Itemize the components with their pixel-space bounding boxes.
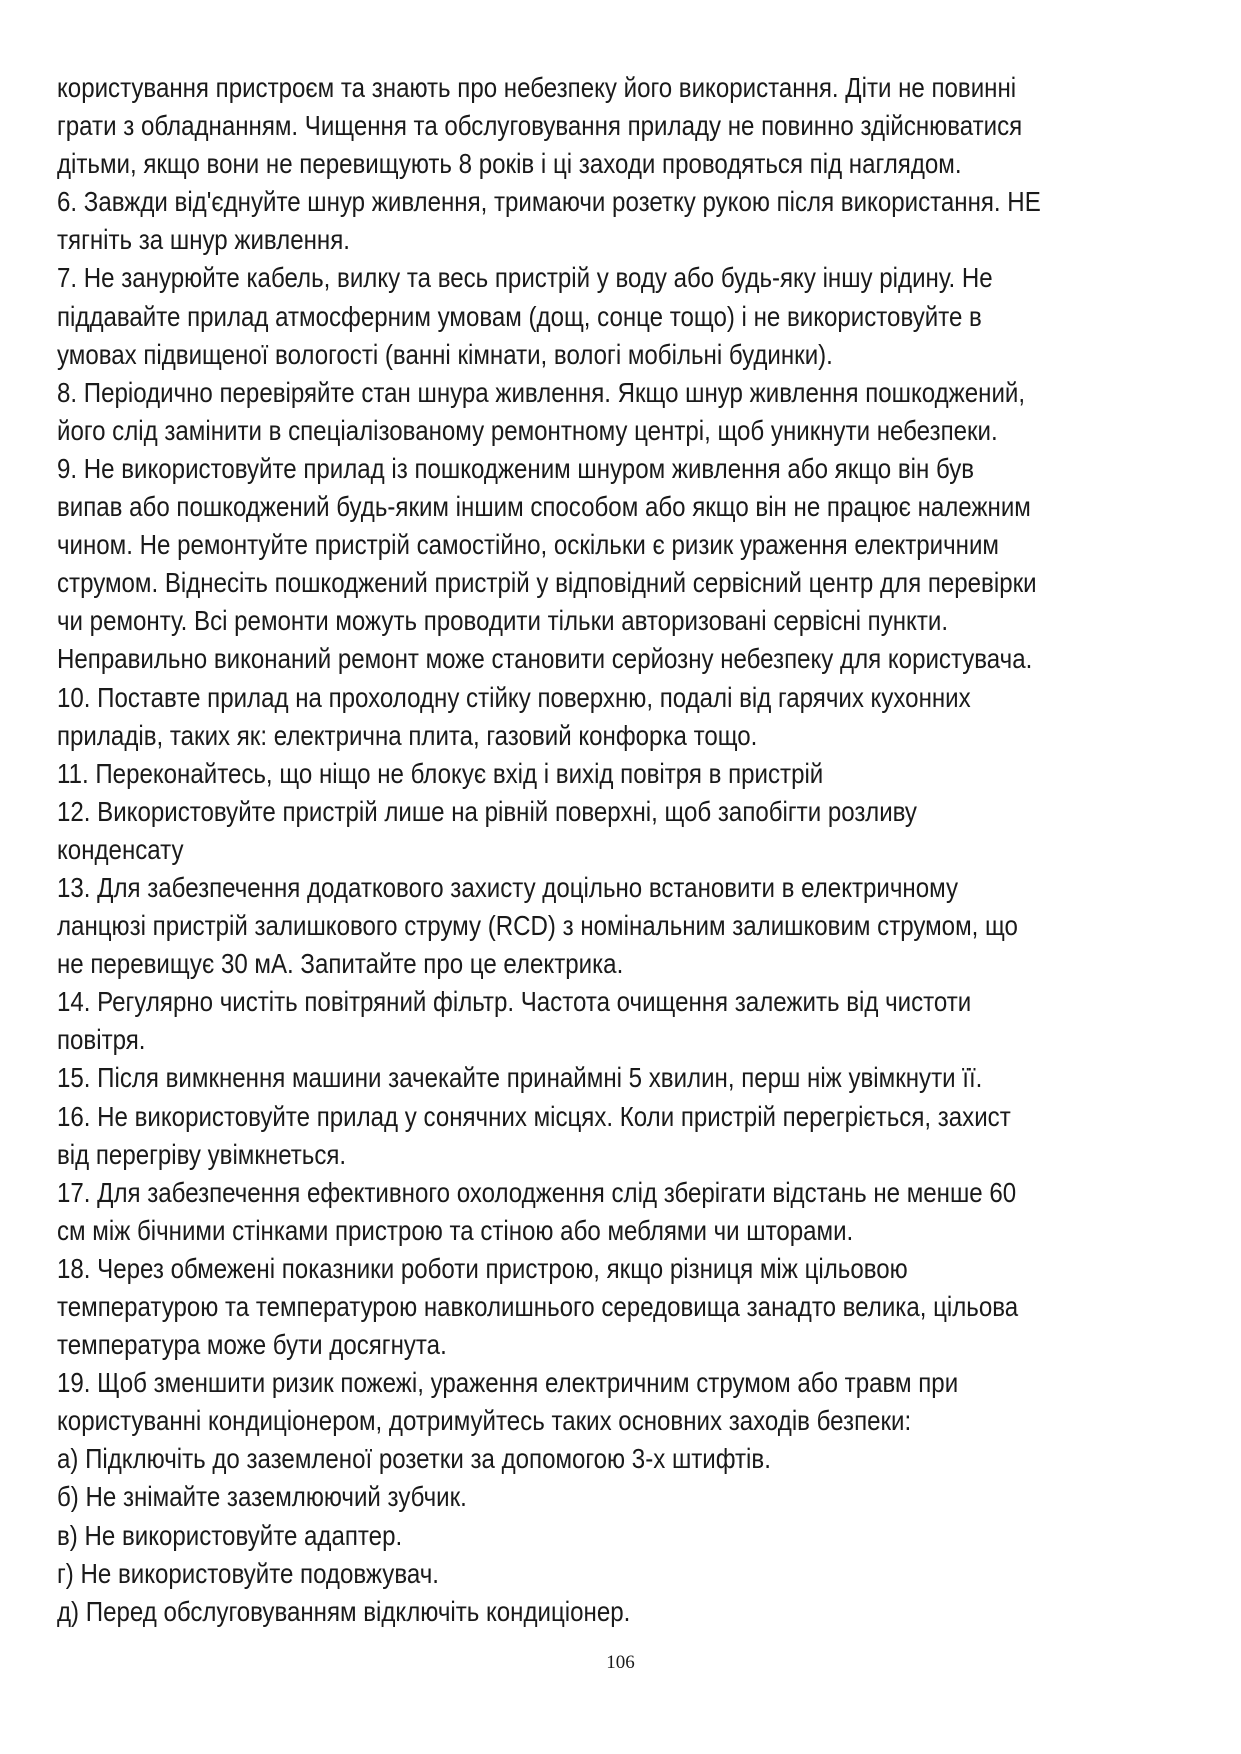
text-line: умовах підвищеної вологості (ванні кімнати, вологі мобільні будинки). <box>57 338 833 370</box>
text-line: 14. Регулярно чистіть повітряний фільтр. Частота очищення залежить від чистоти <box>57 986 972 1018</box>
text-line: тягніть за шнур живлення. <box>57 224 350 256</box>
text-line: 13. Для забезпечення додаткового захисту доцільно встановити в електричному <box>57 871 958 903</box>
text-line: не перевищує 30 мА. Запитайте про це електрика. <box>57 948 624 980</box>
text-line: випав або пошкоджений будь-яким іншим способом або якщо він не працює належним <box>57 491 1031 523</box>
page-number: 106 <box>606 1652 635 1673</box>
text-line: від перегріву увімкнеться. <box>57 1138 347 1170</box>
text-line: 6. Завжди від'єднуйте шнур живлення, тримаючи розетку рукою після використання. НЕ <box>57 186 1041 218</box>
text-line: 19. Щоб зменшити ризик пожежі, ураження електричним струмом або травм при <box>57 1367 959 1399</box>
text-line: 10. Поставте прилад на прохолодну стійку поверхню, подалі від гарячих кухонних <box>57 681 971 713</box>
text-line: грати з обладнанням. Чищення та обслуговування приладу не повинно здійснюватися <box>57 110 1023 142</box>
text-line: температурою та температурою навколишнього середовища занадто велика, цільова <box>57 1291 1019 1322</box>
text-line: піддавайте прилад атмосферним умовам (дощ, сонце тощо) і не використовуйте в <box>57 300 982 332</box>
text-line: 7. Не занурюйте кабель, вилку та весь пристрій у воду або будь-яку іншу рідину. Не <box>57 262 993 294</box>
text-line: чином. Не ремонтуйте пристрій самостійно, оскільки є ризик ураження електричним <box>57 529 999 561</box>
text-line: 15. Після вимкнення машини зачекайте принаймні 5 хвилин, перш ніж увімкнути її. <box>57 1062 983 1094</box>
document-body <box>57 69 1041 1631</box>
text-line: чи ремонту. Всі ремонти можуть проводити тільки авторизовані сервісні пункти. <box>57 605 949 637</box>
text-line: температура може бути досягнута. <box>57 1329 447 1361</box>
text-line: його слід замінити в спеціалізованому ремонтному центрі, щоб уникнути небезпеки. <box>57 414 998 446</box>
text-line: б) Не знімайте заземлюючий зубчик. <box>57 1481 467 1513</box>
text-line: в) Не використовуйте адаптер. <box>57 1519 403 1551</box>
text-line: користування пристроєм та знають про небезпеку його використання. Діти не повинні <box>57 72 1017 103</box>
text-line: а) Підключіть до заземленої розетки за допомогою 3-х штифтів. <box>57 1443 771 1475</box>
text-line: 9. Не використовуйте прилад із пошкодженим шнуром живлення або якщо він був <box>57 452 975 484</box>
text-line: 12. Використовуйте пристрій лише на рівній поверхні, щоб запобігти розливу <box>57 795 917 827</box>
text-line: 16. Не використовуйте прилад у сонячних місцях. Коли пристрій перегріється, захист <box>57 1100 1011 1132</box>
text-line: д) Перед обслуговуванням відключіть кондиціонер. <box>57 1595 631 1627</box>
text-line: користуванні кондиціонером, дотримуйтесь таких основних заходів безпеки: <box>57 1405 912 1437</box>
text-line: Неправильно виконаний ремонт може становити серйозну небезпеку для користувача. <box>57 643 1033 675</box>
text-line: ланцюзі пристрій залишкового струму (RCD) з номінальним залишковим струмом, що <box>57 910 1018 942</box>
text-line: 17. Для забезпечення ефективного охолодження слід зберігати відстань не менше 60 <box>57 1176 1017 1208</box>
text-line: 18. Через обмежені показники роботи пристрою, якщо різниця між цільовою <box>57 1252 908 1284</box>
text-line: конденсату <box>57 833 184 865</box>
text-line: дітьми, якщо вони не перевищують 8 років і ці заходи проводяться під наглядом. <box>57 148 962 180</box>
text-line: г) Не використовуйте подовжувач. <box>57 1557 439 1589</box>
text-line: приладів, таких як: електрична плита, газовий конфорка тощо. <box>57 719 758 751</box>
text-line: см між бічними стінками пристрою та стіною або меблями чи шторами. <box>57 1214 854 1246</box>
text-line: 8. Періодично перевіряйте стан шнура живлення. Якщо шнур живлення пошкоджений, <box>57 376 1026 408</box>
text-line: 11. Переконайтесь, що ніщо не блокує вхід і вихід повітря в пристрій <box>57 757 824 789</box>
text-line: повітря. <box>57 1024 146 1056</box>
text-line: струмом. Віднесіть пошкоджений пристрій у відповідний сервісний центр для перевірки <box>57 567 1037 599</box>
